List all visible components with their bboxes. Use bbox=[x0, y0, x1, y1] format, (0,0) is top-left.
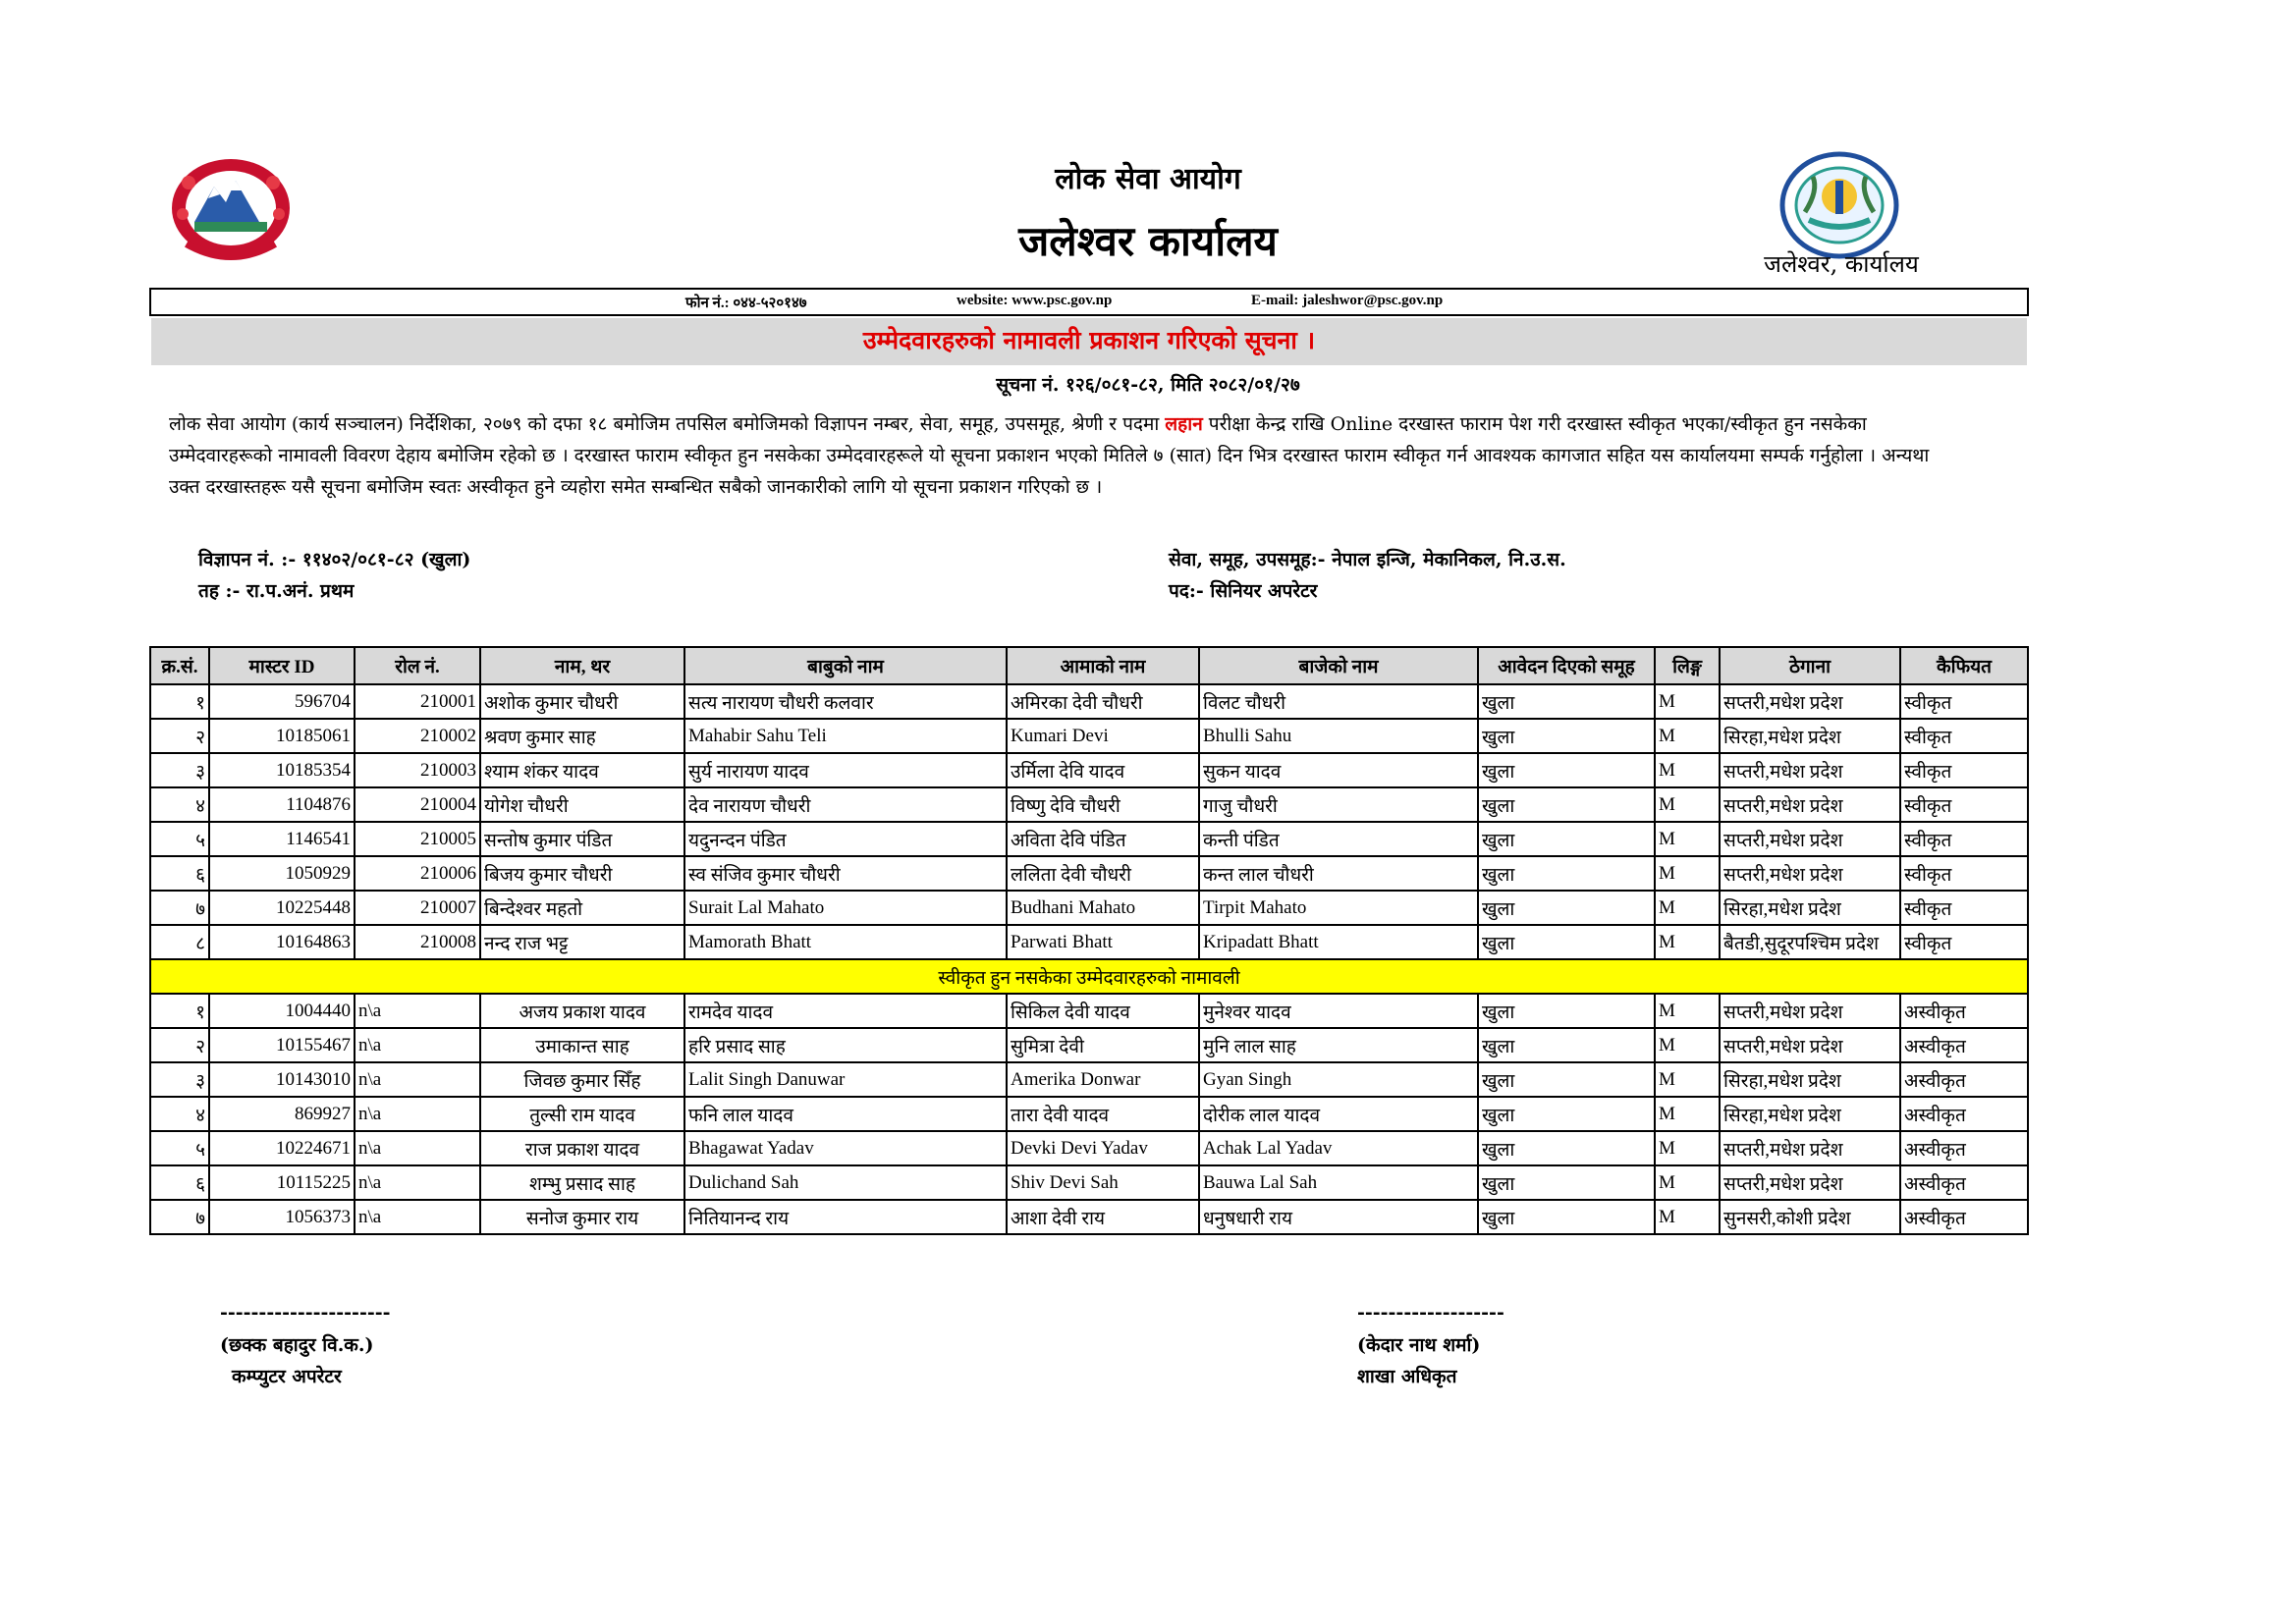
roll-no-cell: n\a bbox=[355, 1165, 480, 1200]
gender-cell: M bbox=[1655, 856, 1720, 891]
rejected-section-heading: स्वीकृत हुन नसकेका उम्मेदवारहरुको नामावली bbox=[150, 959, 2028, 994]
office-name: जलेश्वर कार्यालय bbox=[1018, 217, 1278, 265]
roll-no-cell: 210005 bbox=[355, 822, 480, 856]
father-name-cell: देव नारायण चौधरी bbox=[684, 787, 1007, 822]
notice-number: सूचना नं. १२६/०८१-८२, मिति २०८२/०१/२७ bbox=[996, 374, 1300, 396]
name-cell: सनोज कुमार राय bbox=[480, 1200, 684, 1234]
mother-name-cell: Amerika Donwar bbox=[1007, 1062, 1199, 1097]
mother-name-cell: Devki Devi Yadav bbox=[1007, 1131, 1199, 1165]
approved-candidate-row bbox=[150, 925, 2028, 959]
remarks-cell: अस्वीकृत bbox=[1900, 1131, 2028, 1165]
sn-cell: ४ bbox=[150, 1097, 209, 1131]
group-cell: खुला bbox=[1478, 1165, 1655, 1200]
col-header-roll-no: रोल नं. bbox=[355, 647, 480, 684]
approved-candidate-row bbox=[150, 822, 2028, 856]
notice-paragraph bbox=[169, 408, 1937, 503]
roll-no-cell: n\a bbox=[355, 1062, 480, 1097]
name-cell: नन्द राज भट्ट bbox=[480, 925, 684, 959]
gender-cell: M bbox=[1655, 1097, 1720, 1131]
notice-heading: उम्मेदवारहरुको नामावली प्रकाशन गरिएको सूचना । bbox=[151, 318, 2027, 365]
col-header-name: नाम, थर bbox=[480, 647, 684, 684]
mother-name-cell: ललिता देवी चौधरी bbox=[1007, 856, 1199, 891]
rejected-candidate-row bbox=[150, 1062, 2028, 1097]
group-cell: खुला bbox=[1478, 1200, 1655, 1234]
gender-cell: M bbox=[1655, 787, 1720, 822]
roll-no-cell: 210007 bbox=[355, 891, 480, 925]
master-id-cell: 10185354 bbox=[209, 753, 355, 787]
group-cell: खुला bbox=[1478, 1028, 1655, 1062]
grandfather-name-cell: दोरीक लाल यादव bbox=[1199, 1097, 1478, 1131]
grandfather-name-cell: मुनेश्वर यादव bbox=[1199, 994, 1478, 1028]
father-name-cell: Surait Lal Mahato bbox=[684, 891, 1007, 925]
master-id-cell: 596704 bbox=[209, 684, 355, 719]
group-cell: खुला bbox=[1478, 994, 1655, 1028]
col-header-father: बाबुको नाम bbox=[684, 647, 1007, 684]
grandfather-name-cell: Kripadatt Bhatt bbox=[1199, 925, 1478, 959]
remarks-cell: अस्वीकृत bbox=[1900, 1165, 2028, 1200]
rejected-candidate-row bbox=[150, 1097, 2028, 1131]
father-name-cell: रामदेव यादव bbox=[684, 994, 1007, 1028]
right-signatory-name: (केदार नाथ शर्मा) bbox=[1357, 1334, 1481, 1356]
address-cell: सप्तरी,मधेश प्रदेश bbox=[1720, 1131, 1900, 1165]
address-cell: सप्तरी,मधेश प्रदेश bbox=[1720, 787, 1900, 822]
mother-name-cell: Shiv Devi Sah bbox=[1007, 1165, 1199, 1200]
org-name: लोक सेवा आयोग bbox=[1055, 162, 1241, 196]
father-name-cell: Mahabir Sahu Teli bbox=[684, 719, 1007, 753]
grandfather-name-cell: मुनि लाल साह bbox=[1199, 1028, 1478, 1062]
name-cell: उमाकान्त साह bbox=[480, 1028, 684, 1062]
roll-no-cell: 210004 bbox=[355, 787, 480, 822]
col-header-address: ठेगाना bbox=[1720, 647, 1900, 684]
name-cell: श्याम शंकर यादव bbox=[480, 753, 684, 787]
roll-no-cell: n\a bbox=[355, 1028, 480, 1062]
address-cell: सिरहा,मधेश प्रदेश bbox=[1720, 1062, 1900, 1097]
name-cell: अजय प्रकाश यादव bbox=[480, 994, 684, 1028]
master-id-cell: 1004440 bbox=[209, 994, 355, 1028]
master-id-cell: 10164863 bbox=[209, 925, 355, 959]
gender-cell: M bbox=[1655, 1062, 1720, 1097]
sn-cell: ६ bbox=[150, 856, 209, 891]
name-cell: शम्भु प्रसाद साह bbox=[480, 1165, 684, 1200]
address-cell: सिरहा,मधेश प्रदेश bbox=[1720, 1097, 1900, 1131]
roll-no-cell: n\a bbox=[355, 1131, 480, 1165]
remarks-cell: स्वीकृत bbox=[1900, 753, 2028, 787]
address-cell: सप्तरी,मधेश प्रदेश bbox=[1720, 822, 1900, 856]
group-cell: खुला bbox=[1478, 822, 1655, 856]
sn-cell: ५ bbox=[150, 822, 209, 856]
remarks-cell: स्वीकृत bbox=[1900, 822, 2028, 856]
gender-cell: M bbox=[1655, 719, 1720, 753]
gender-cell: M bbox=[1655, 684, 1720, 719]
father-name-cell: स्व संजिव कुमार चौधरी bbox=[684, 856, 1007, 891]
right-signatory-title: शाखा अधिकृत bbox=[1357, 1366, 1457, 1387]
master-id-cell: 10185061 bbox=[209, 719, 355, 753]
master-id-cell: 10225448 bbox=[209, 891, 355, 925]
sn-cell: २ bbox=[150, 719, 209, 753]
col-header-master-id: मास्टर ID bbox=[209, 647, 355, 684]
remarks-cell: अस्वीकृत bbox=[1900, 1097, 2028, 1131]
roll-no-cell: 210003 bbox=[355, 753, 480, 787]
rejected-candidate-row bbox=[150, 1131, 2028, 1165]
approved-candidate-row bbox=[150, 684, 2028, 719]
sn-cell: २ bbox=[150, 1028, 209, 1062]
grandfather-name-cell: Achak Lal Yadav bbox=[1199, 1131, 1478, 1165]
mother-name-cell: सुमित्रा देवी bbox=[1007, 1028, 1199, 1062]
father-name-cell: फनि लाल यादव bbox=[684, 1097, 1007, 1131]
master-id-cell: 10143010 bbox=[209, 1062, 355, 1097]
grandfather-name-cell: Tirpit Mahato bbox=[1199, 891, 1478, 925]
gender-cell: M bbox=[1655, 753, 1720, 787]
name-cell: बिन्देश्वर महतो bbox=[480, 891, 684, 925]
group-cell: खुला bbox=[1478, 753, 1655, 787]
col-header-remarks: कैफियत bbox=[1900, 647, 2028, 684]
grandfather-name-cell: धनुषधारी राय bbox=[1199, 1200, 1478, 1234]
father-name-cell: हरि प्रसाद साह bbox=[684, 1028, 1007, 1062]
group-cell: खुला bbox=[1478, 1131, 1655, 1165]
mother-name-cell: Budhani Mahato bbox=[1007, 891, 1199, 925]
mother-name-cell: Kumari Devi bbox=[1007, 719, 1199, 753]
group-cell: खुला bbox=[1478, 787, 1655, 822]
father-name-cell: Lalit Singh Danuwar bbox=[684, 1062, 1007, 1097]
remarks-cell: स्वीकृत bbox=[1900, 891, 2028, 925]
gender-cell: M bbox=[1655, 994, 1720, 1028]
approved-candidate-row bbox=[150, 787, 2028, 822]
mother-name-cell: अविता देवि पंडित bbox=[1007, 822, 1199, 856]
gender-cell: M bbox=[1655, 1165, 1720, 1200]
sn-cell: १ bbox=[150, 684, 209, 719]
contact-bar bbox=[149, 288, 2029, 316]
mother-name-cell: सिकिल देवी यादव bbox=[1007, 994, 1199, 1028]
remarks-cell: अस्वीकृत bbox=[1900, 994, 2028, 1028]
rejected-candidate-row bbox=[150, 994, 2028, 1028]
master-id-cell: 1146541 bbox=[209, 822, 355, 856]
name-cell: बिजय कुमार चौधरी bbox=[480, 856, 684, 891]
candidate-table bbox=[149, 646, 2029, 1235]
sn-cell: ३ bbox=[150, 753, 209, 787]
master-id-cell: 10115225 bbox=[209, 1165, 355, 1200]
right-office-label: जलेश्वर, कार्यालय bbox=[1764, 250, 1919, 278]
master-id-cell: 1104876 bbox=[209, 787, 355, 822]
mother-name-cell: आशा देवी राय bbox=[1007, 1200, 1199, 1234]
master-id-cell: 1056373 bbox=[209, 1200, 355, 1234]
remarks-cell: अस्वीकृत bbox=[1900, 1200, 2028, 1234]
name-cell: श्रवण कुमार साह bbox=[480, 719, 684, 753]
gender-cell: M bbox=[1655, 925, 1720, 959]
grandfather-name-cell: विलट चौधरी bbox=[1199, 684, 1478, 719]
sn-cell: ७ bbox=[150, 891, 209, 925]
address-cell: सुनसरी,कोशी प्रदेश bbox=[1720, 1200, 1900, 1234]
roll-no-cell: n\a bbox=[355, 1200, 480, 1234]
website-link[interactable]: website: www.psc.gov.np bbox=[957, 293, 1113, 308]
remarks-cell: स्वीकृत bbox=[1900, 787, 2028, 822]
address-cell: सप्तरी,मधेश प्रदेश bbox=[1720, 1028, 1900, 1062]
sn-cell: १ bbox=[150, 994, 209, 1028]
name-cell: सन्तोष कुमार पंडित bbox=[480, 822, 684, 856]
sn-cell: ७ bbox=[150, 1200, 209, 1234]
approved-candidate-row bbox=[150, 856, 2028, 891]
grandfather-name-cell: Gyan Singh bbox=[1199, 1062, 1478, 1097]
right-signature-line: ------------------- bbox=[1357, 1302, 1504, 1324]
group-cell: खुला bbox=[1478, 925, 1655, 959]
left-signature-line: ---------------------- bbox=[220, 1302, 391, 1324]
remarks-cell: अस्वीकृत bbox=[1900, 1062, 2028, 1097]
paragraph-part-2: परीक्षा केन्द्र राखि Online दरखास्त फाराम पेश गरी दरखास्त स्वीकृत भएका/स्वीकृत हुन नसकेका उम्मेदवारहरूको नामावली विवरण देहाय बमोजिम रहेको छ । दरखास्त फाराम स्वीकृत हुन नसकेका उम्मेदवारहरूले यो सूचना प्रकाशन भएको मितिले ७ (सात) दिन भित्र दरखास्त फाराम स्वीकृत गर्न आवश्यक कागजात सहित यस कार्यालयमा सम्पर्क गर्नुहोला । अन्यथा उक्त दरखास्तहरू यसै सूचना बमोजिम स्वतः अस्वीकृत हुने व्यहोरा समेत सम्बन्धित सबैको जानकारीको लागि यो सूचना प्रकाशन गरिएको छ । bbox=[169, 413, 1930, 498]
master-id-cell: 10224671 bbox=[209, 1131, 355, 1165]
approved-candidate-row bbox=[150, 891, 2028, 925]
address-cell: सप्तरी,मधेश प्रदेश bbox=[1720, 1165, 1900, 1200]
left-signatory-title: कम्प्युटर अपरेटर bbox=[232, 1366, 342, 1387]
remarks-cell: स्वीकृत bbox=[1900, 925, 2028, 959]
gender-cell: M bbox=[1655, 1028, 1720, 1062]
grandfather-name-cell: Bauwa Lal Sah bbox=[1199, 1165, 1478, 1200]
mother-name-cell: तारा देवी यादव bbox=[1007, 1097, 1199, 1131]
group-cell: खुला bbox=[1478, 891, 1655, 925]
col-header-grandfather: बाजेको नाम bbox=[1199, 647, 1478, 684]
father-name-cell: नितियानन्द राय bbox=[684, 1200, 1007, 1234]
table-header-row bbox=[150, 647, 2028, 684]
rejected-candidate-row bbox=[150, 1165, 2028, 1200]
father-name-cell: Bhagawat Yadav bbox=[684, 1131, 1007, 1165]
name-cell: योगेश चौधरी bbox=[480, 787, 684, 822]
rejected-candidate-row bbox=[150, 1028, 2028, 1062]
col-header-mother: आमाको नाम bbox=[1007, 647, 1199, 684]
master-id-cell: 869927 bbox=[209, 1097, 355, 1131]
col-header-gender: लिङ्ग bbox=[1655, 647, 1720, 684]
roll-no-cell: 210008 bbox=[355, 925, 480, 959]
gender-cell: M bbox=[1655, 891, 1720, 925]
grandfather-name-cell: कन्त लाल चौधरी bbox=[1199, 856, 1478, 891]
sn-cell: ३ bbox=[150, 1062, 209, 1097]
roll-no-cell: n\a bbox=[355, 994, 480, 1028]
name-cell: तुल्सी राम यादव bbox=[480, 1097, 684, 1131]
exam-center-name: लहान bbox=[1165, 413, 1203, 435]
address-cell: सिरहा,मधेश प्रदेश bbox=[1720, 719, 1900, 753]
post-text: पद:- सिनियर अपरेटर bbox=[1169, 580, 1318, 602]
rejected-candidate-row bbox=[150, 1200, 2028, 1234]
roll-no-cell: 210006 bbox=[355, 856, 480, 891]
remarks-cell: अस्वीकृत bbox=[1900, 1028, 2028, 1062]
level-text: तह :- रा.प.अनं. प्रथम bbox=[198, 580, 355, 602]
sn-cell: ८ bbox=[150, 925, 209, 959]
group-cell: खुला bbox=[1478, 1062, 1655, 1097]
service-group-text: सेवा, समूह, उपसमूह:- नेपाल इन्जि, मेकानिकल, नि.उ.स. bbox=[1169, 549, 1566, 570]
sn-cell: ६ bbox=[150, 1165, 209, 1200]
grandfather-name-cell: सुकन यादव bbox=[1199, 753, 1478, 787]
sn-cell: ५ bbox=[150, 1131, 209, 1165]
mother-name-cell: अमिरका देवी चौधरी bbox=[1007, 684, 1199, 719]
roll-no-cell: 210002 bbox=[355, 719, 480, 753]
email-link[interactable]: E-mail: jaleshwor@psc.gov.np bbox=[1251, 293, 1444, 308]
advertisement-number: विज्ञापन नं. :- ११४०२/०८१-८२ (खुला) bbox=[198, 549, 471, 570]
remarks-cell: स्वीकृत bbox=[1900, 684, 2028, 719]
grandfather-name-cell: गाजु चौधरी bbox=[1199, 787, 1478, 822]
roll-no-cell: n\a bbox=[355, 1097, 480, 1131]
col-header-group: आवेदन दिएको समूह bbox=[1478, 647, 1655, 684]
address-cell: सप्तरी,मधेश प्रदेश bbox=[1720, 753, 1900, 787]
paragraph-part-1: लोक सेवा आयोग (कार्य सञ्चालन) निर्देशिका, २०७९ को दफा १८ बमोजिम तपसिल बमोजिमको विज्ञापन नम्बर, सेवा, समूह, उपसमूह, श्रेणी र पदमा bbox=[169, 413, 1160, 435]
gender-cell: M bbox=[1655, 1200, 1720, 1234]
name-cell: अशोक कुमार चौधरी bbox=[480, 684, 684, 719]
father-name-cell: यदुनन्दन पंडित bbox=[684, 822, 1007, 856]
gender-cell: M bbox=[1655, 822, 1720, 856]
rejected-section-row bbox=[150, 959, 2028, 994]
remarks-cell: स्वीकृत bbox=[1900, 719, 2028, 753]
group-cell: खुला bbox=[1478, 719, 1655, 753]
group-cell: खुला bbox=[1478, 856, 1655, 891]
name-cell: राज प्रकाश यादव bbox=[480, 1131, 684, 1165]
grandfather-name-cell: Bhulli Sahu bbox=[1199, 719, 1478, 753]
mother-name-cell: विष्णु देवि चौधरी bbox=[1007, 787, 1199, 822]
mother-name-cell: Parwati Bhatt bbox=[1007, 925, 1199, 959]
group-cell: खुला bbox=[1478, 684, 1655, 719]
address-cell: सप्तरी,मधेश प्रदेश bbox=[1720, 684, 1900, 719]
father-name-cell: Dulichand Sah bbox=[684, 1165, 1007, 1200]
remarks-cell: स्वीकृत bbox=[1900, 856, 2028, 891]
address-cell: सिरहा,मधेश प्रदेश bbox=[1720, 891, 1900, 925]
left-signatory-name: (छक्क बहादुर वि.क.) bbox=[220, 1334, 374, 1356]
father-name-cell: Mamorath Bhatt bbox=[684, 925, 1007, 959]
father-name-cell: सत्य नारायण चौधरी कलवार bbox=[684, 684, 1007, 719]
mother-name-cell: उर्मिला देवि यादव bbox=[1007, 753, 1199, 787]
gender-cell: M bbox=[1655, 1131, 1720, 1165]
grandfather-name-cell: कन्ती पंडित bbox=[1199, 822, 1478, 856]
col-header-sn: क्र.सं. bbox=[150, 647, 209, 684]
father-name-cell: सुर्य नारायण यादव bbox=[684, 753, 1007, 787]
master-id-cell: 10155467 bbox=[209, 1028, 355, 1062]
address-cell: सप्तरी,मधेश प्रदेश bbox=[1720, 994, 1900, 1028]
group-cell: खुला bbox=[1478, 1097, 1655, 1131]
phone-text: फोन नं.: ०४४-५२०१४७ bbox=[685, 296, 807, 311]
approved-candidate-row bbox=[150, 719, 2028, 753]
roll-no-cell: 210001 bbox=[355, 684, 480, 719]
sn-cell: ४ bbox=[150, 787, 209, 822]
name-cell: जिवछ कुमार सिँह bbox=[480, 1062, 684, 1097]
approved-candidate-row bbox=[150, 753, 2028, 787]
address-cell: बैतडी,सुदूरपश्चिम प्रदेश bbox=[1720, 925, 1900, 959]
master-id-cell: 1050929 bbox=[209, 856, 355, 891]
address-cell: सप्तरी,मधेश प्रदेश bbox=[1720, 856, 1900, 891]
